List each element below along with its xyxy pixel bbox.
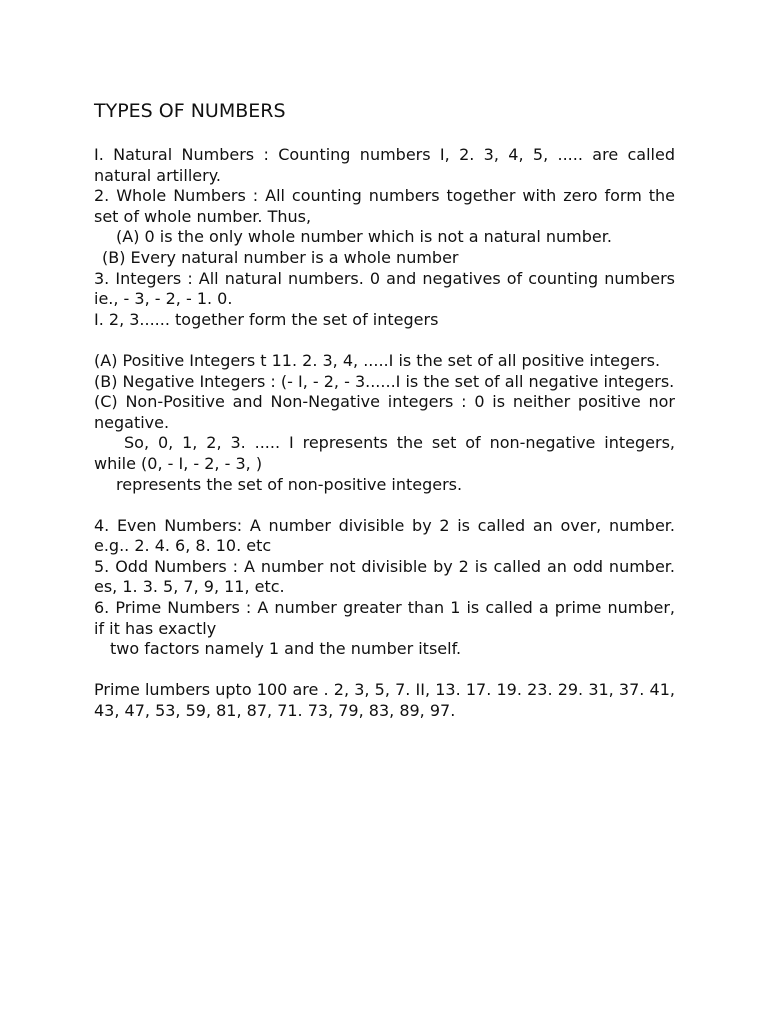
paragraph-positive-integers: (A) Positive Integers t 11. 2. 3, 4, .....I is the set of all positive integers. xyxy=(94,350,661,370)
paragraph-even-numbers: 4. Even Numbers: A number divisible by 2 is called an over, number. e.g.. 2. 4. 6, 8. 10. etc xyxy=(94,515,675,556)
paragraph-whole-numbers: 2. Whole Numbers : All counting numbers together with zero form the set of whole number. Thus, xyxy=(94,186,675,226)
paragraph-non-positive-non-negative: (C) Non-Positive and Non-Negative integers : 0 is neither positive nor negative. xyxy=(94,392,675,432)
paragraph-non-positive-set: represents the set of non-positive integers. xyxy=(116,474,463,494)
paragraph-integers: 3. Integers : All natural numbers. 0 and negatives of counting numbers ie., - 3, - 2, - 1. 0. xyxy=(94,268,675,309)
paragraph-negative-integers: (B) Negative Integers : (- I, - 2, - 3......I is the set of all negative integers. xyxy=(94,371,675,391)
document-body xyxy=(94,145,675,722)
paragraph-gap xyxy=(94,495,675,516)
paragraph-gap xyxy=(94,330,675,351)
paragraph-prime-list: Prime lumbers upto 100 are . 2, 3, 5, 7. II, 13. 17. 19. 23. 29. 31, 37. 41, 43, 47, 53, 59, 81, 87, 71. 73, 79, 83, 89, 97. xyxy=(94,680,675,721)
paragraph-whole-numbers-a: (A) 0 is the only whole number which is not a natural number. xyxy=(116,227,612,247)
paragraph-natural-numbers: I. Natural Numbers : Counting numbers I, 2. 3, 4, 5, ..... are called natural artillery. xyxy=(94,145,675,185)
paragraph-odd-numbers: 5. Odd Numbers : A number not divisible by 2 is called an odd number. es, 1. 3. 5, 7, 9, 11, etc. xyxy=(94,556,675,597)
paragraph-gap xyxy=(94,660,675,681)
paragraph-non-negative-set: So, 0, 1, 2, 3. ..... I represents the set of non-negative integers, while (0, - I, - 2, - 3, ) xyxy=(94,433,675,473)
paragraph-prime-factors: two factors namely 1 and the number itself. xyxy=(110,639,462,659)
paragraph-prime-numbers: 6. Prime Numbers : A number greater than 1 is called a prime number, if it has exactly xyxy=(94,598,675,638)
page-title: TYPES OF NUMBERS xyxy=(94,100,286,122)
paragraph-whole-numbers-b: (B) Every natural number is a whole number xyxy=(102,247,459,267)
paragraph-integers-set: I. 2, 3...... together form the set of integers xyxy=(94,309,439,329)
